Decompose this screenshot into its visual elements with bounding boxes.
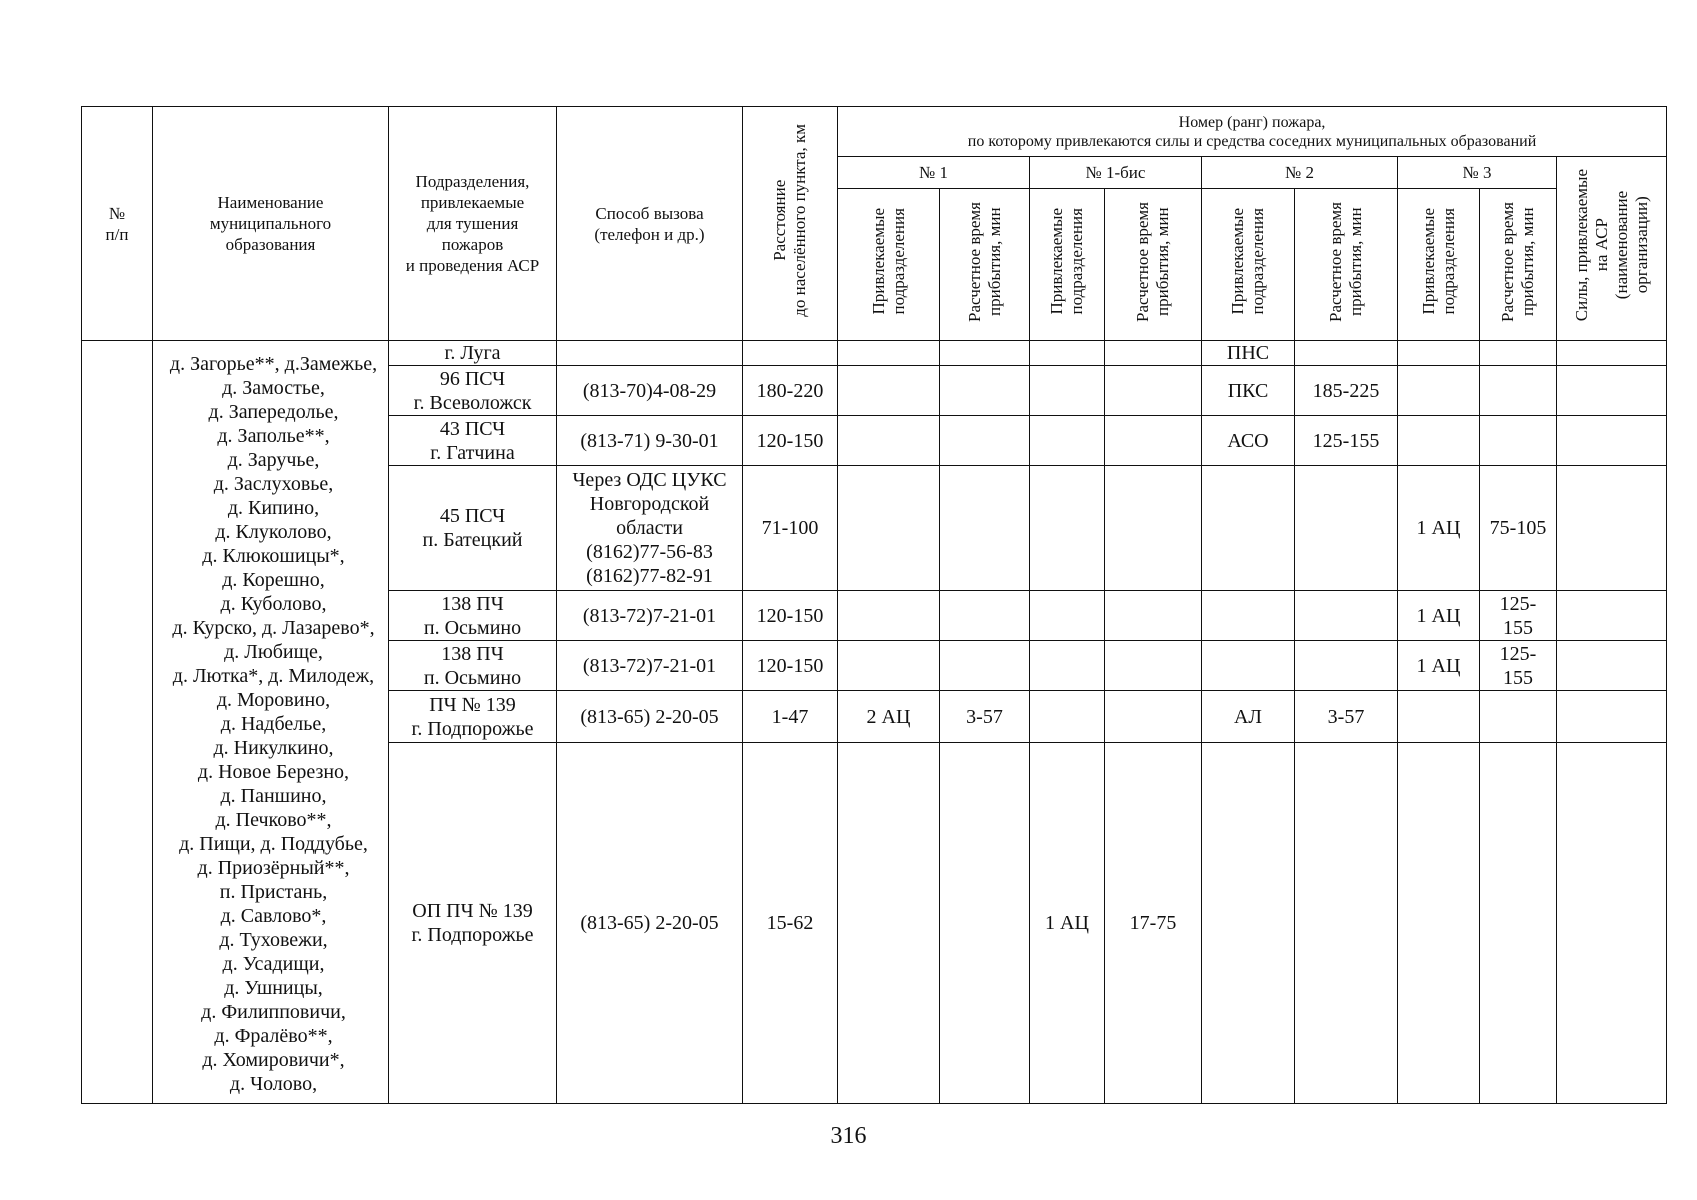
r2-time-cell: 185-225 (1295, 366, 1398, 416)
r1b-units-cell (1030, 416, 1105, 466)
r2-units-cell: АСО (1202, 416, 1295, 466)
r1-time-cell (940, 341, 1030, 366)
phone-cell: (813-71) 9-30-01 (557, 416, 743, 466)
header-r1-units (838, 189, 940, 341)
header-rank-2 (1202, 157, 1398, 189)
header-fire-rank (838, 107, 1667, 157)
rank-1-label: № 1 (919, 163, 948, 182)
distance-cell: 120-150 (743, 416, 838, 466)
asr-cell (1557, 341, 1667, 366)
phone-cell (557, 341, 743, 366)
header-units (389, 107, 557, 341)
r1-time-cell (940, 416, 1030, 466)
r3-units-cell: 1 АЦ (1398, 641, 1480, 691)
header-rank-1bis (1030, 157, 1202, 189)
r1-time-cell (940, 641, 1030, 691)
r1-units-cell (838, 466, 940, 591)
unit-cell: 96 ПСЧ г. Всеволожск (389, 366, 557, 416)
table-row (82, 341, 1667, 366)
r1-units-label: Привлекаемые подразделения (868, 208, 908, 315)
asr-cell (1557, 366, 1667, 416)
r2-units-cell: ПКС (1202, 366, 1295, 416)
r1b-time-cell (1105, 416, 1202, 466)
r2-time-cell (1295, 341, 1398, 366)
header-number-label: № п/п (105, 203, 129, 244)
r1b-time-label: Расчетное время прибытия, мин (1133, 201, 1172, 322)
r3-time-cell: 125- 155 (1480, 591, 1557, 641)
unit-cell: 43 ПСЧ г. Гатчина (389, 416, 557, 466)
asr-cell (1557, 641, 1667, 691)
phone-cell: (813-72)7-21-01 (557, 591, 743, 641)
r3-units-cell (1398, 416, 1480, 466)
header-call-method-label: Способ вызова (телефон и др.) (594, 203, 705, 244)
r3-units-cell (1398, 366, 1480, 416)
header-mo-name (153, 107, 389, 341)
phone-cell: (813-72)7-21-01 (557, 641, 743, 691)
header-r1b-units (1030, 189, 1105, 341)
page-number: 316 (830, 1123, 867, 1149)
unit-cell: г. Луга (389, 341, 557, 366)
r2-units-cell: ПНС (1202, 341, 1295, 366)
r3-time-cell (1480, 691, 1557, 743)
header-rank-1 (838, 157, 1030, 189)
header-distance (743, 107, 838, 341)
settlement-names: д. Загорье**, д.Замежье, д. Замостье, д. Запередолье, д. Заполье**, д. Заручье, д. Заслуховье, д. Кипино, д. Клуколово, д. Клюкошицы*, д. Корешно, д. Куболово, д. Курско, д. Лазарево*, д. Любище, д. Лютка*, д. Милодеж, д. Моровино, д. Надбелье, д. Никулкино, д. Новое Березно, д. Паншино, д. Печково**, д. Пищи, д. Поддубье, д. Приозёрный**, п. Пристань, д. Савлово*, д. Туховежи, д. Усадищи, д. Ушницы, д. Филипповичи, д. Фралёво**, д. Хомировичи*, д. Чолово, (169, 352, 378, 1095)
r1b-units-label: Привлекаемые подразделения (1047, 208, 1086, 315)
r1b-time-cell (1105, 466, 1202, 591)
header-rank-3 (1398, 157, 1557, 189)
r3-time-cell (1480, 366, 1557, 416)
r1-units-cell (838, 416, 940, 466)
r1-time-cell (940, 743, 1030, 1104)
r1-units-cell (838, 743, 940, 1104)
r1b-time-cell (1105, 691, 1202, 743)
header-r1b-time (1105, 189, 1202, 341)
r1-units-cell (838, 341, 940, 366)
r1-units-cell (838, 641, 940, 691)
asr-cell (1557, 691, 1667, 743)
r2-units-cell (1202, 743, 1295, 1104)
r1-time-cell (940, 366, 1030, 416)
phone-cell: (813-70)4-08-29 (557, 366, 743, 416)
r1-units-cell (838, 591, 940, 641)
unit-cell: ПЧ № 139 г. Подпорожье (389, 691, 557, 743)
unit-cell: ОП ПЧ № 139 г. Подпорожье (389, 743, 557, 1104)
r3-units-cell (1398, 341, 1480, 366)
r3-time-cell: 75-105 (1480, 466, 1557, 591)
r1b-units-cell (1030, 341, 1105, 366)
row-number-cell (82, 341, 153, 1104)
r2-time-cell: 125-155 (1295, 416, 1398, 466)
r2-time-cell (1295, 466, 1398, 591)
r2-units-cell: АЛ (1202, 691, 1295, 743)
unit-cell: 138 ПЧ п. Осьмино (389, 641, 557, 691)
distance-cell: 15-62 (743, 743, 838, 1104)
fire-forces-table (81, 106, 1667, 1104)
rank-3-label: № 3 (1462, 163, 1492, 182)
r1-units-cell: 2 АЦ (838, 691, 940, 743)
r1b-time-cell (1105, 341, 1202, 366)
phone-cell: (813-65) 2-20-05 (557, 691, 743, 743)
header-r2-time (1295, 189, 1398, 341)
r3-time-label: Расчетное время прибытия, мин (1498, 201, 1537, 322)
r3-time-cell (1480, 416, 1557, 466)
r2-time-cell: 3-57 (1295, 691, 1398, 743)
header-fire-rank-label: Номер (ранг) пожара, по которому привлекаются силы и средства соседних муниципальных образований (967, 113, 1537, 150)
settlement-names-cell (153, 341, 389, 1104)
distance-cell: 71-100 (743, 466, 838, 591)
r3-units-cell: 1 АЦ (1398, 466, 1480, 591)
r1b-units-cell: 1 АЦ (1030, 743, 1105, 1104)
r2-time-label: Расчетное время прибытия, мин (1326, 201, 1365, 322)
r1b-time-cell: 17-75 (1105, 743, 1202, 1104)
r1b-time-cell (1105, 591, 1202, 641)
r1b-time-cell (1105, 366, 1202, 416)
distance-cell: 120-150 (743, 641, 838, 691)
asr-cell (1557, 466, 1667, 591)
header-row-1 (82, 107, 1667, 157)
r2-time-cell (1295, 743, 1398, 1104)
r1b-units-cell (1030, 691, 1105, 743)
header-call-method (557, 107, 743, 341)
header-units-label: Подразделения, привлекаемые для тушения пожаров и проведения АСР (405, 172, 540, 275)
r3-time-cell: 125- 155 (1480, 641, 1557, 691)
r2-units-cell (1202, 641, 1295, 691)
distance-cell: 120-150 (743, 591, 838, 641)
r1b-units-cell (1030, 641, 1105, 691)
r3-units-label: Привлекаемые подразделения (1418, 208, 1458, 315)
header-r2-units (1202, 189, 1295, 341)
phone-cell: (813-65) 2-20-05 (557, 743, 743, 1104)
r1-time-cell (940, 591, 1030, 641)
unit-cell: 138 ПЧ п. Осьмино (389, 591, 557, 641)
header-mo-name-label: Наименование муниципального образования (209, 193, 332, 254)
asr-cell (1557, 416, 1667, 466)
header-asr-forces (1557, 157, 1667, 341)
r1-units-cell (838, 366, 940, 416)
r3-time-cell (1480, 341, 1557, 366)
r2-time-cell (1295, 591, 1398, 641)
header-number (82, 107, 153, 341)
rank-1bis-label: № 1-бис (1085, 163, 1146, 182)
r2-time-cell (1295, 641, 1398, 691)
r1b-units-cell (1030, 591, 1105, 641)
rank-2-label: № 2 (1285, 163, 1314, 182)
header-r1-time (940, 189, 1030, 341)
header-distance-label: Расстояние до населённого пункта, км (770, 124, 809, 317)
r2-units-label: Привлекаемые подразделения (1228, 208, 1267, 315)
r1b-units-cell (1030, 366, 1105, 416)
r3-time-cell (1480, 743, 1557, 1104)
r1b-units-cell (1030, 466, 1105, 591)
r1-time-cell: 3-57 (940, 691, 1030, 743)
r1b-time-cell (1105, 641, 1202, 691)
r2-units-cell (1202, 466, 1295, 591)
asr-cell (1557, 591, 1667, 641)
header-asr-forces-label: Силы, привлекаемые на АСР (наименование организации) (1571, 169, 1651, 322)
r3-units-cell (1398, 691, 1480, 743)
r1-time-label: Расчетное время прибытия, мин (964, 201, 1004, 322)
r1-time-cell (940, 466, 1030, 591)
distance-cell: 1-47 (743, 691, 838, 743)
r2-units-cell (1202, 591, 1295, 641)
header-r3-units (1398, 189, 1480, 341)
asr-cell (1557, 743, 1667, 1104)
distance-cell (743, 341, 838, 366)
phone-cell: Через ОДС ЦУКС Новгородской области (8162)77-56-83 (8162)77-82-91 (557, 466, 743, 591)
unit-cell: 45 ПСЧ п. Батецкий (389, 466, 557, 591)
r3-units-cell: 1 АЦ (1398, 591, 1480, 641)
r3-units-cell (1398, 743, 1480, 1104)
distance-cell: 180-220 (743, 366, 838, 416)
header-r3-time (1480, 189, 1557, 341)
